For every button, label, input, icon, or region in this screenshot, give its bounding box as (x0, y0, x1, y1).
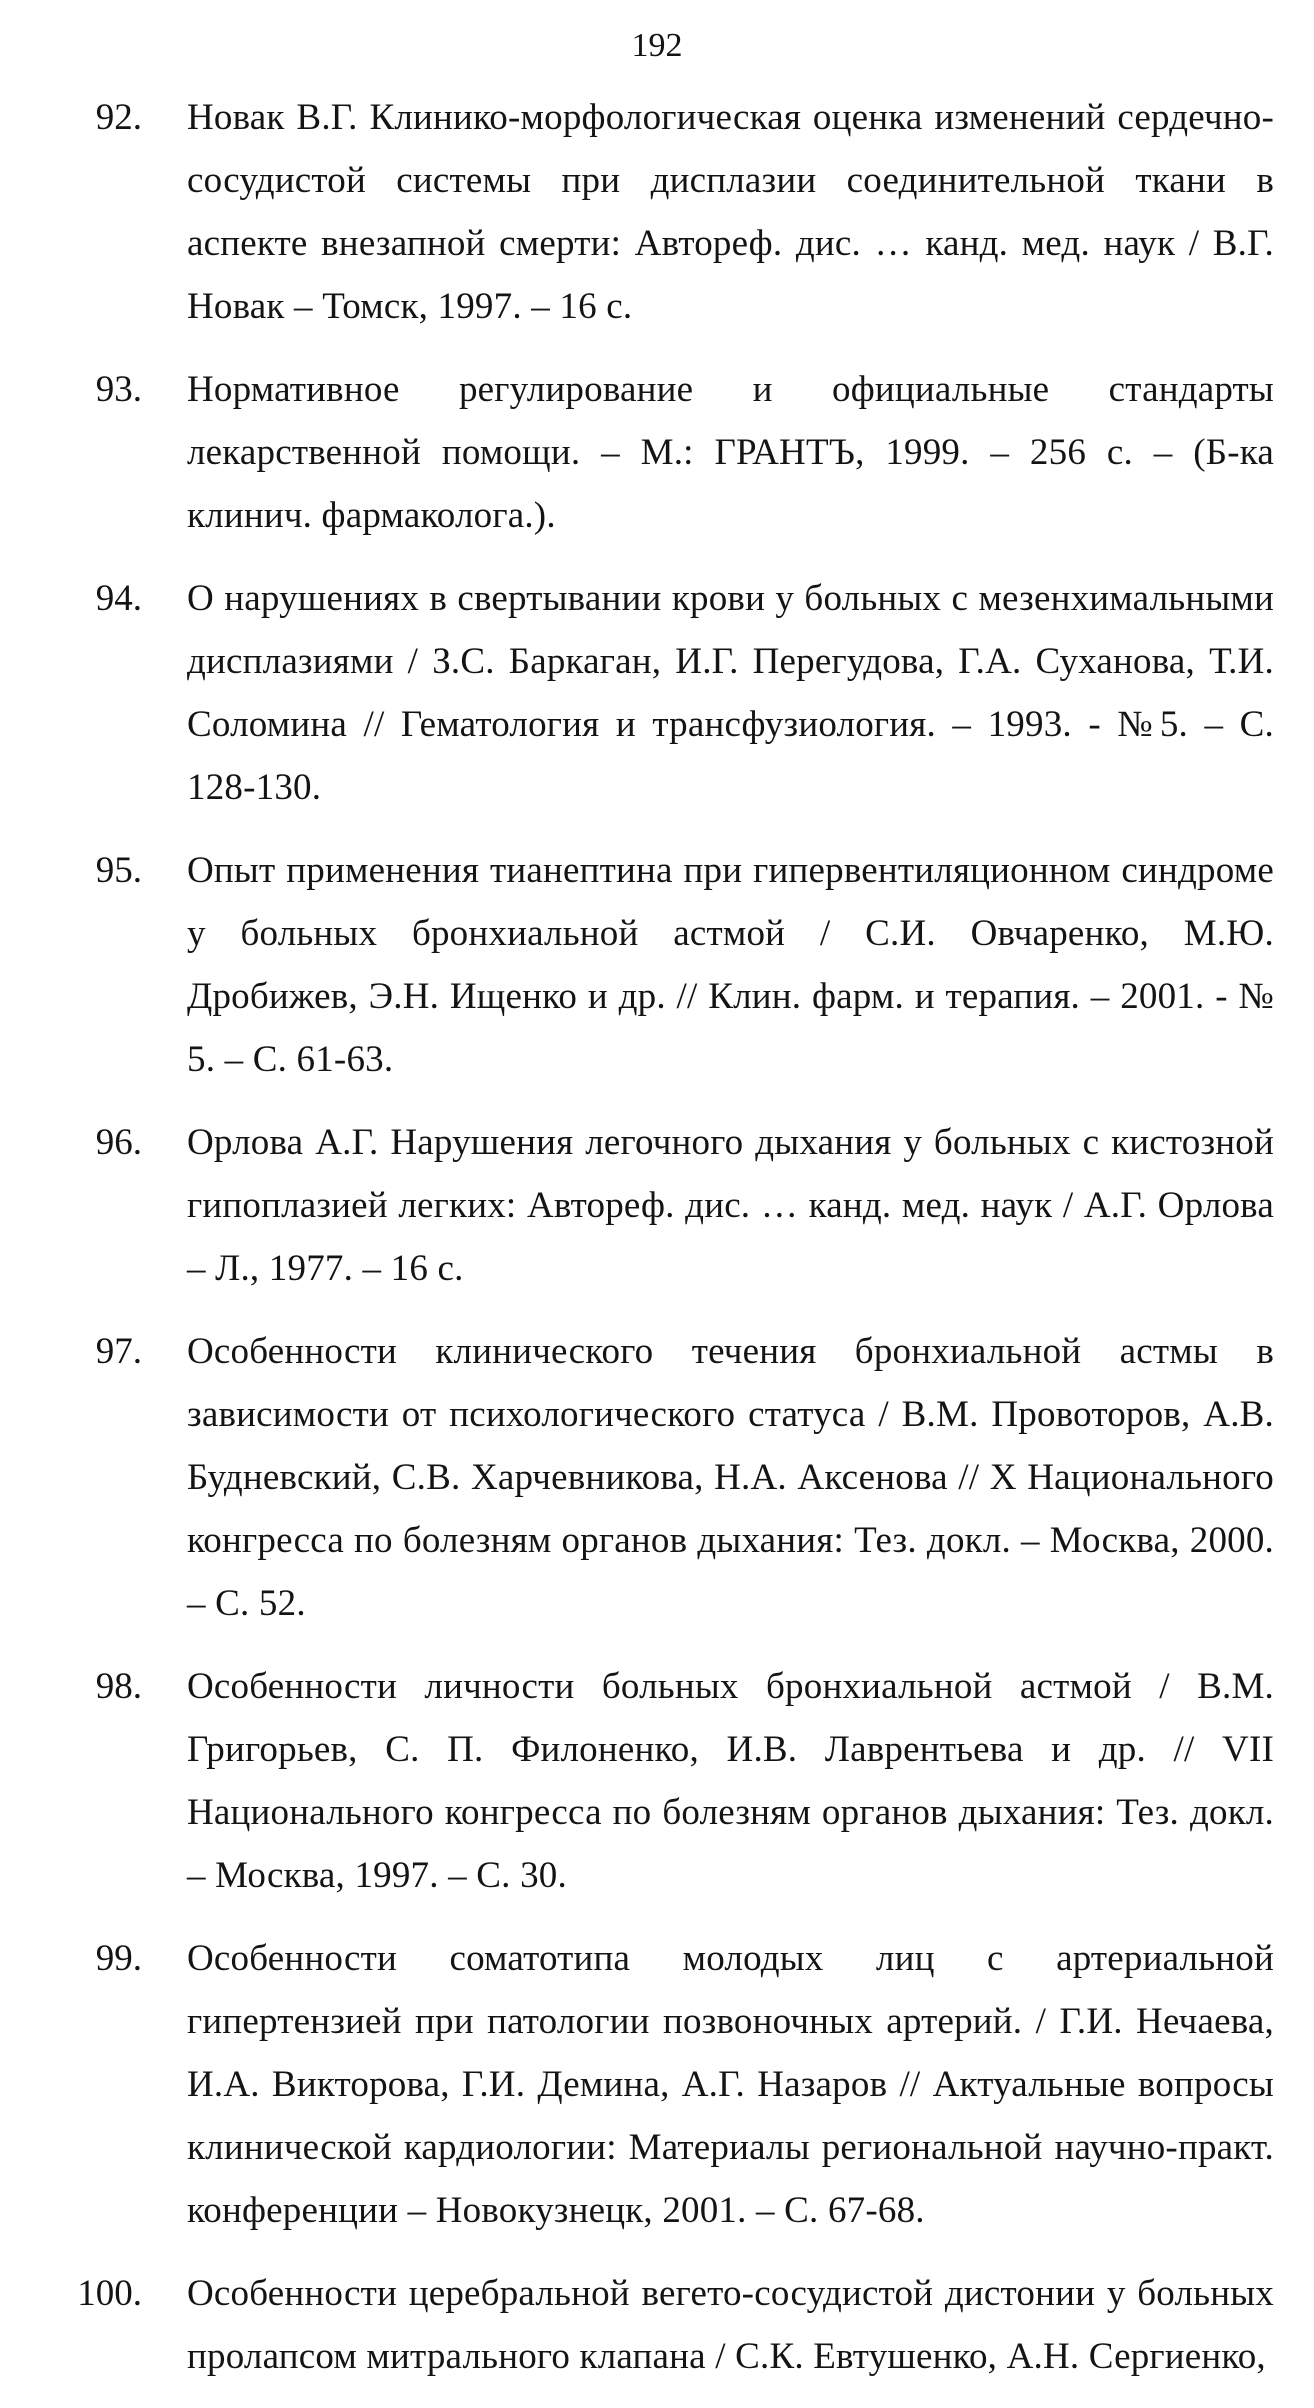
reference-number: 94. (95, 578, 142, 619)
reference-text: Новак В.Г. Клинико-морфологическая оценка изменений сердечно-сосудистой системы при дисплазии соединительной ткани в аспекте внезапной смерти: Автореф. дис. … канд. мед. наук / В.Г. Новак – Томск, 1997. – 16 с. (187, 97, 1274, 327)
reference-item (44, 2262, 1274, 2388)
reference-number: 92. (95, 97, 142, 138)
page-number: 192 (631, 27, 683, 64)
reference-text: Нормативное регулирование и официальные стандарты лекарственной помощи. – М.: ГРАНТЪ, 1999. – 256 с. – (Б-ка клинич. фармаколога.). (187, 369, 1274, 536)
reference-text: Особенности клинического течения бронхиальной астмы в зависимости от психологического статуса / В.М. Провоторов, А.В. Будневский, С.В. Харчевникова, Н.А. Аксенова // X Национального конгресса по болезням органов дыхания: Тез. докл. – Москва, 2000. – С. 52. (187, 1331, 1274, 1624)
reference-text: Особенности соматотипа молодых лиц с артериальной гипертензией при патологии позвоночных артерий. / Г.И. Нечаева, И.А. Викторова, Г.И. Демина, А.Г. Назаров // Актуальные вопросы клинической кардиологии: Материалы региональной научно-практ. конференции – Новокузнецк, 2001. – С. 67-68. (187, 1938, 1274, 2231)
reference-number: 97. (95, 1331, 142, 1372)
reference-text: Особенности церебральной вегето-сосудистой дистонии у больных пролапсом митрального клапана / С.К. Евтушенко, А.Н. Сергиенко, (187, 2273, 1274, 2377)
reference-text: О нарушениях в свертывании крови у больных с мезенхимальными дисплазиями / З.С. Баркаган, И.Г. Перегудова, Г.А. Суханова, Т.И. Соломина // Гематология и трансфузиология. – 1993. - №5. – С. 128-130. (187, 578, 1274, 808)
reference-item (44, 86, 1274, 338)
reference-item (44, 839, 1274, 1091)
reference-item (44, 1655, 1274, 1907)
reference-item (44, 1320, 1274, 1635)
reference-number: 96. (95, 1122, 142, 1163)
reference-number: 98. (95, 1666, 142, 1707)
reference-item (44, 1111, 1274, 1300)
reference-text: Опыт применения тианептина при гипервентиляционном синдроме у больных бронхиальной астмой / С.И. Овчаренко, М.Ю. Дробижев, Э.Н. Ищенко и др. // Клин. фарм. и терапия. – 2001. - № 5. – С. 61-63. (187, 850, 1274, 1080)
reference-item (44, 358, 1274, 547)
reference-item (44, 1927, 1274, 2242)
reference-list (44, 86, 1274, 2408)
reference-number: 93. (95, 369, 142, 410)
reference-text: Орлова А.Г. Нарушения легочного дыхания у больных с кистозной гипоплазией легких: Автореф. дис. … канд. мед. наук / А.Г. Орлова – Л., 1977. – 16 с. (187, 1122, 1274, 1289)
reference-number: 99. (95, 1938, 142, 1979)
reference-text: Особенности личности больных бронхиальной астмой / В.М. Григорьев, С. П. Филоненко, И.В. Лаврентьева и др. // VII Национального конгресса по болезням органов дыхания: Тез. докл. – Москва, 1997. – С. 30. (187, 1666, 1274, 1896)
reference-item (44, 567, 1274, 819)
reference-number: 95. (95, 850, 142, 891)
reference-number: 100. (77, 2273, 142, 2314)
